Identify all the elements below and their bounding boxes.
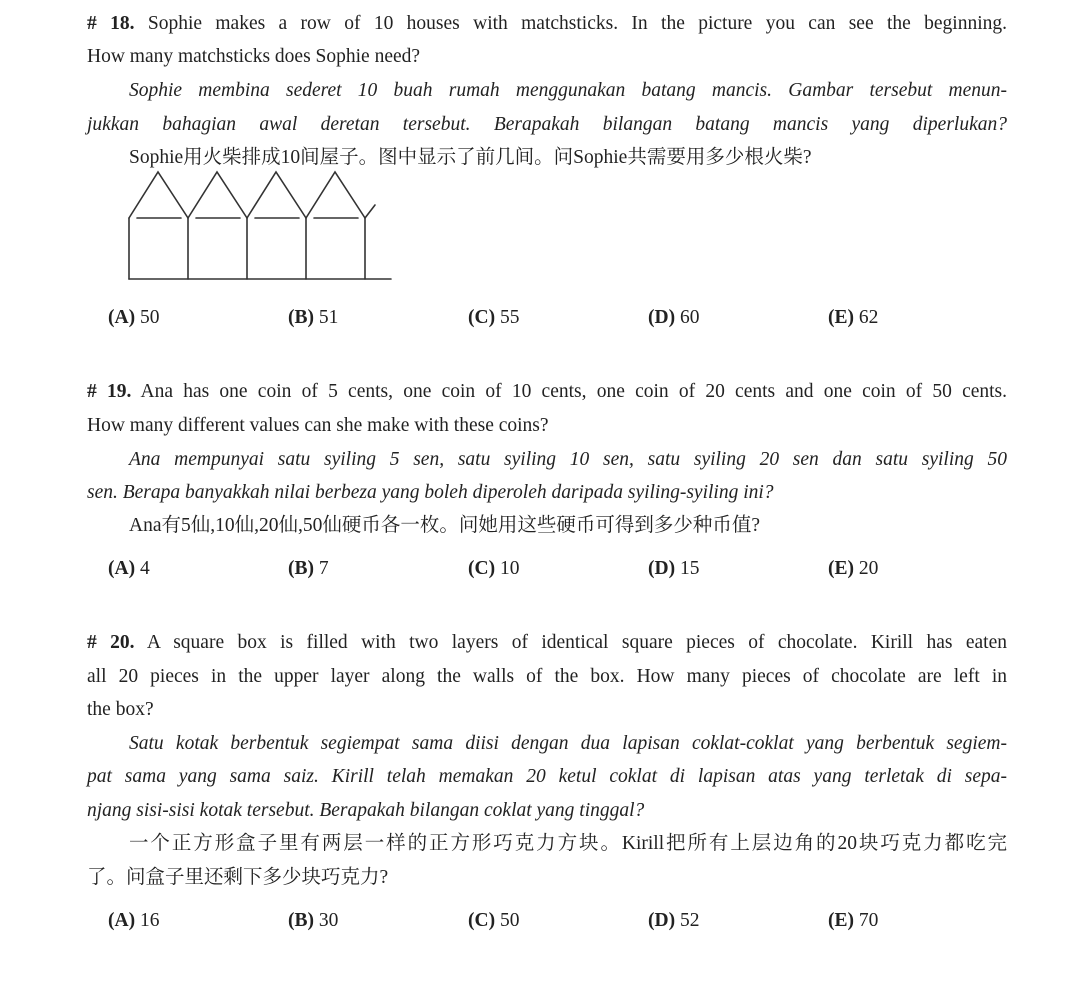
q20-option-b-value: 30 <box>318 910 339 931</box>
q18-english-line-1 <box>87 12 1007 36</box>
q20-option-a[interactable] <box>108 909 159 933</box>
q19-english-text-1: Ana has one coin of 5 cents, one coin of 10 cents, one coin of 20 cents and one coin of 50 cents. <box>140 381 1008 402</box>
q20-chinese-line-1: 一个正方形盒子里有两层一样的正方形巧克力方块。Kirill把所有上层边角的20块巧克力都吃完 <box>129 833 1007 854</box>
q20-option-c-value: 50 <box>499 910 520 931</box>
q19-option-c-letter: (C) <box>468 558 496 579</box>
q20-option-a-value: 16 <box>139 910 160 931</box>
q20-option-c[interactable] <box>468 909 519 933</box>
q18-option-a-letter: (A) <box>108 307 136 328</box>
q19-option-c-value: 10 <box>499 558 520 579</box>
q19-number: # 19. <box>87 381 132 402</box>
q20-option-e[interactable] <box>828 909 878 933</box>
q20-option-e-letter: (E) <box>828 910 854 931</box>
q20-option-e-value: 70 <box>858 910 879 931</box>
q18-option-c[interactable] <box>468 306 519 330</box>
q18-option-a[interactable] <box>108 306 159 330</box>
q19-option-a-value: 4 <box>139 558 150 579</box>
q19-option-d[interactable] <box>648 557 699 581</box>
q20-english-text-1: A square box is filled with two layers of identical square pieces of chocolate. Kirill has eaten <box>146 632 1007 653</box>
q18-option-a-value: 50 <box>139 307 160 328</box>
figure-roof-3 <box>247 172 306 218</box>
q20-option-b-letter: (B) <box>288 910 314 931</box>
q19-option-e-letter: (E) <box>828 558 854 579</box>
figure-roof-5-start <box>365 205 375 218</box>
q18-english-line-2: How many matchsticks does Sophie need? <box>87 46 421 67</box>
q19-option-a-letter: (A) <box>108 558 136 579</box>
q20-option-d-letter: (D) <box>648 910 676 931</box>
q18-option-c-letter: (C) <box>468 307 496 328</box>
q20-option-c-letter: (C) <box>468 910 496 931</box>
q18-option-d-letter: (D) <box>648 307 676 328</box>
q19-option-b-value: 7 <box>318 558 329 579</box>
q20-malay-line-2: pat sama yang sama saiz. Kirill telah memakan 20 ketul coklat di lapisan atas yang terletak di sepa- <box>87 766 1007 787</box>
figure-roof-2 <box>188 172 247 218</box>
q18-malay-line-2: jukkan bahagian awal deretan tersebut. Berapakah bilangan batang mancis yang diperlukan? <box>87 114 1007 135</box>
q19-option-e[interactable] <box>828 557 878 581</box>
q19-malay-line-2: sen. Berapa banyakkah nilai berbeza yang boleh diperoleh daripada syiling-syiling ini? <box>87 482 774 503</box>
q19-option-a[interactable] <box>108 557 150 581</box>
q20-malay-line-3: njang sisi-sisi kotak tersebut. Berapakah bilangan coklat yang tinggal? <box>87 800 645 821</box>
q18-english-text-1: Sophie makes a row of 10 houses with matchsticks. In the picture you can see the beginning. <box>147 13 1008 34</box>
q20-english-line-2: all 20 pieces in the upper layer along the walls of the box. How many pieces of chocolate are left in <box>87 666 1007 687</box>
q20-malay-line-1: Satu kotak berbentuk segiempat sama diisi dengan dua lapisan coklat-coklat yang berbentuk segiem- <box>129 733 1007 754</box>
q20-chinese-line-2: 了。问盒子里还剩下多少块巧克力? <box>87 867 389 888</box>
q20-english-line-1 <box>87 631 1007 655</box>
q20-english-line-3: the box? <box>87 699 154 720</box>
figure-roof-4 <box>306 172 365 218</box>
q19-option-c[interactable] <box>468 557 519 581</box>
q20-option-b[interactable] <box>288 909 338 933</box>
q18-option-d[interactable] <box>648 306 699 330</box>
q18-option-c-value: 55 <box>499 307 520 328</box>
q20-option-a-letter: (A) <box>108 910 136 931</box>
q20-option-d[interactable] <box>648 909 699 933</box>
q18-option-d-value: 60 <box>679 307 700 328</box>
q18-malay-line-1: Sophie membina sederet 10 buah rumah menggunakan batang mancis. Gambar tersebut menun- <box>129 80 1007 101</box>
q18-option-b-letter: (B) <box>288 307 314 328</box>
q18-chinese-line-1: Sophie用火柴排成10间屋子。图中显示了前几间。问Sophie共需要用多少根火柴? <box>129 147 812 168</box>
matchstick-houses-figure <box>125 168 395 284</box>
q20-number: # 20. <box>87 632 135 653</box>
q19-option-e-value: 20 <box>858 558 879 579</box>
q19-option-d-letter: (D) <box>648 558 676 579</box>
q19-malay-line-1: Ana mempunyai satu syiling 5 sen, satu syiling 10 sen, satu syiling 20 sen dan satu syiling 50 <box>129 449 1007 470</box>
q19-english-line-2: How many different values can she make with these coins? <box>87 415 549 436</box>
q19-option-b[interactable] <box>288 557 329 581</box>
figure-roof-1 <box>129 172 188 218</box>
q18-number: # 18. <box>87 13 135 34</box>
q18-option-b[interactable] <box>288 306 338 330</box>
q19-english-line-1 <box>87 380 1007 404</box>
q19-chinese-line-1: Ana有5仙,10仙,20仙,50仙硬币各一枚。问她用这些硬币可得到多少种币值? <box>129 515 761 536</box>
q19-option-d-value: 15 <box>679 558 700 579</box>
q20-option-d-value: 52 <box>679 910 700 931</box>
q18-option-e-value: 62 <box>858 307 879 328</box>
q18-option-b-value: 51 <box>318 307 339 328</box>
q18-option-e[interactable] <box>828 306 878 330</box>
q18-option-e-letter: (E) <box>828 307 854 328</box>
q19-option-b-letter: (B) <box>288 558 314 579</box>
